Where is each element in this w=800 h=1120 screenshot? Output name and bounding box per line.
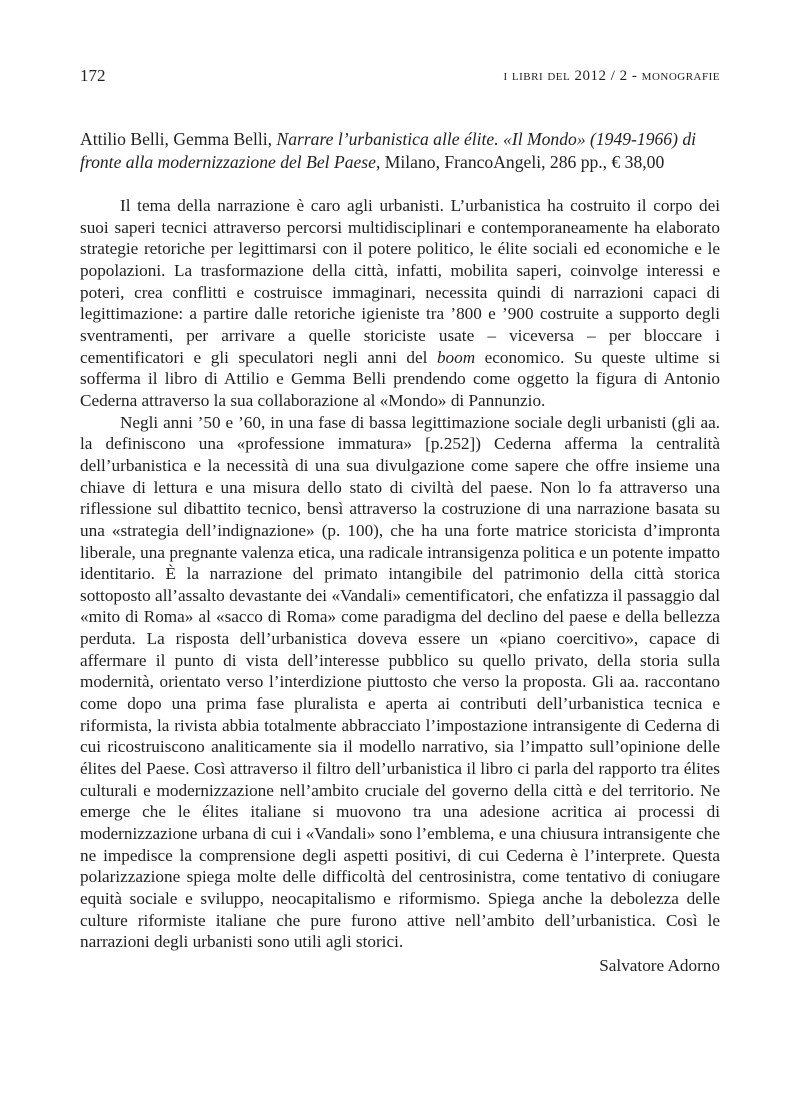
paragraph-1 (80, 195, 720, 412)
reference-authors: Attilio Belli, Gemma Belli, (80, 129, 277, 149)
page-number: 172 (80, 66, 106, 85)
paragraph-2: Negli anni ’50 e ’60, in una fase di bassa legittimazione sociale degli urbanisti (gli aa. la definiscono una «professione immatura» [p.252]) Cederna afferma la centralità dell’urbanistica e la necessità di una sua divulgazione come sapere che offre insieme una chiave di lettura e una misura dello stato di civiltà del paese. Non lo fa attraverso una riflessione sul dibattito tecnico, bensì attraverso la costruzione di una narrazione basata su una «strategia dell’indignazione» (p. 100), che ha una forte matrice storicista d’impronta liberale, una pregnante valenza etica, una radicale intransigenza politica e un potente impatto identitario. È la narrazione del primato intangibile del patrimonio della città storica sottoposto all’assalto devastante dei «Vandali» cementificatori, che enfatizza il passaggio dal «mito di Roma» al «sacco di Roma» come paradigma del declino del paese e della bellezza perduta. La risposta dell’urbanistica doveva essere un «piano coercitivo», capace di affermare il punto di vista dell’interesse pubblico su quello privato, della storia sulla modernità, orientato verso l’interdizione piuttosto che verso la proposta. Gli aa. raccontano come dopo una prima fase pluralista e aperta ai contributi dell’urbanistica tecnica e riformista, la rivista abbia totalmente abbracciato l’impostazione intransigente di Cederna di cui ricostruiscono analiticamente sia il modello narrativo, sia l’impatto sull’opinione delle élites del Paese. Così attraverso il filtro dell’urbanistica il libro ci parla del rapporto tra élites culturali e modernizzazione nell’ambito cruciale del governo della città e del territorio. Ne emerge che le élites italiane si muovono tra una adesione acritica ai processi di modernizzazione urbana di cui i «Vandali» sono l’emblema, e una chiusura intransigente che ne impedisce la comprensione degli aspetti positivi, di cui Cederna è l’interprete. Questa polarizzazione spiega molte delle difficoltà del centrosinistra, come tentativo di coniugare equità sociale e sviluppo, neocapitalismo e riformismo. Spiega anche la debolezza delle culture riformiste italiane che pure furono attive nell’ambito dell’urbanistica. Così le narrazioni degli urbanisti sono utili agli storici. (80, 412, 720, 952)
book-reference (80, 128, 720, 174)
paragraph-1-part-a: Il tema della narrazione è caro agli urbanisti. L’urbanistica ha costruito il corpo dei suoi saperi tecnici attraverso percorsi multidisciplinari e contemporaneamente ha elaborato strategie retoriche per legittimarsi con il potere politico, le élite sociali ed economiche e le popolazioni. La trasformazione della città, infatti, mobilita saperi, coinvolge interessi e poteri, crea conflitti e costruisce immaginari, necessita quindi di narrazioni capaci di legittimazione: a partire dalle retoriche igieniste tra ’800 e ’900 costruite a supporto degli sventramenti, per arrivare a quelle storiciste usate – viceversa – per bloccare i cementificatori e gli speculatori negli anni del (80, 196, 720, 367)
paragraph-1-part-b: economico. Su queste ultime si sofferma il libro di Attilio e Gemma Belli prendendo come oggetto la figura di Antonio Cederna attraverso la sua collaborazione al «Mondo» di Pannunzio. (80, 347, 720, 410)
paragraph-1-emphasis: boom (436, 347, 476, 367)
review-author: Salvatore Adorno (599, 955, 720, 975)
reference-title: Narrare l’urbanistica alle élite. «Il Mondo» (1949-1966) di fronte alla modernizzazione del Bel Paese (80, 129, 697, 172)
review-body (80, 195, 720, 977)
running-head: i libri del 2012 / 2 - monografie (503, 68, 720, 84)
reference-publication: , Milano, FrancoAngeli, 286 pp., € 38,00 (375, 152, 665, 172)
